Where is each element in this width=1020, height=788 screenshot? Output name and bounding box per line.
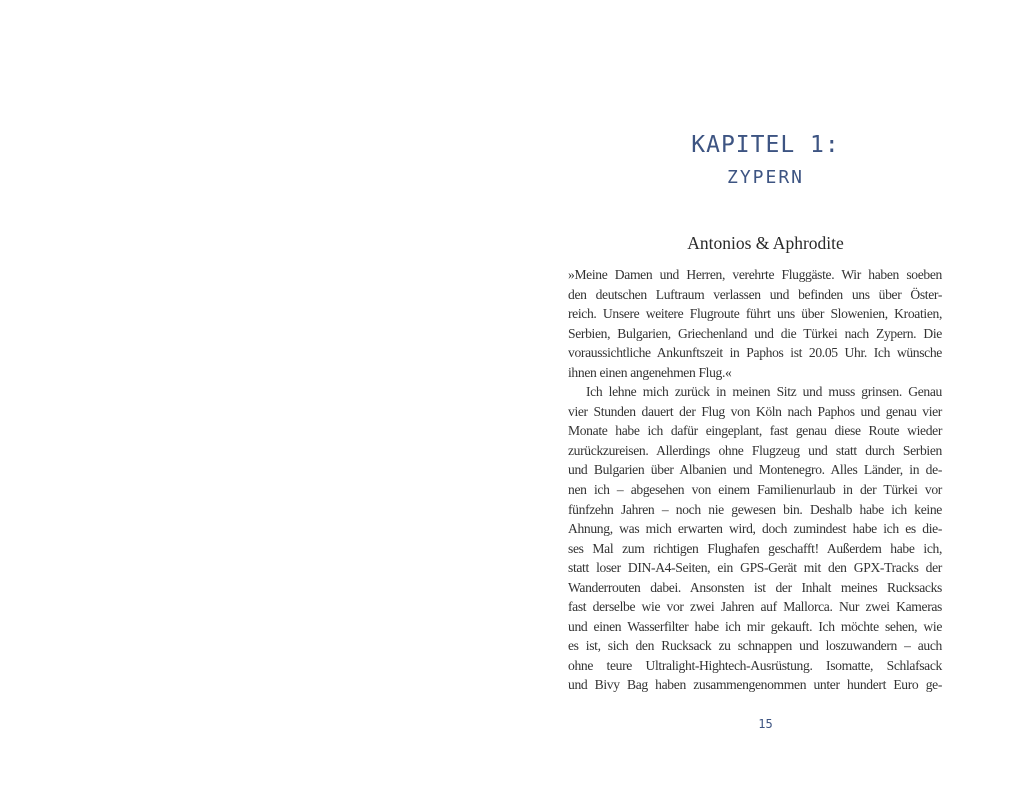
- right-page: [510, 0, 1020, 788]
- section-title: Antonios & Aphrodite: [687, 233, 844, 253]
- body-line: es ist, sich den Rucksack zu schnappen und loszuwandern – auch: [568, 638, 942, 654]
- page-number: 15: [758, 717, 773, 731]
- chapter-subtitle: ZYPERN: [726, 167, 805, 188]
- body-line: statt loser DIN-A4-Seiten, ein GPS-Gerät mit den GPX-Tracks der: [568, 560, 942, 576]
- chapter-heading: KAPITEL 1:: [691, 132, 840, 158]
- body-line: ses Mal zum richtigen Flughafen geschafft! Außerdem habe ich,: [568, 540, 942, 556]
- body-line: und Bivy Bag haben zusammengenommen unter hundert Euro ge-: [568, 677, 942, 693]
- body-line: und einen Wasserfilter habe ich mir gekauft. Ich möchte sehen, wie: [568, 618, 942, 634]
- body-line: voraussichtliche Ankunftszeit in Paphos ist 20.05 Uhr. Ich wünsche: [568, 345, 942, 361]
- body-line: den deutschen Luftraum verlassen und befinden uns über Öster-: [568, 286, 942, 302]
- body-line: und Bulgarien über Albanien und Montenegro. Alles Länder, in de-: [568, 462, 942, 478]
- body-line: vier Stunden dauert der Flug von Köln nach Paphos und genau vier: [568, 403, 942, 419]
- body-line: ohne teure Ultralight-Hightech-Ausrüstung. Isomatte, Schlafsack: [568, 657, 942, 673]
- body-line: Monate habe ich dafür eingeplant, fast genau diese Route wieder: [568, 423, 942, 439]
- body-line: nen ich – abgesehen von einem Familienurlaub in der Türkei vor: [568, 482, 942, 498]
- body-line: Ahnung, was mich erwarten wird, doch zumindest habe ich es die-: [568, 521, 942, 537]
- body-line: Ich lehne mich zurück in meinen Sitz und muss grinsen. Genau: [586, 384, 942, 400]
- body-line: zurückzureisen. Allerdings ohne Flugzeug und statt durch Serbien: [568, 442, 942, 458]
- body-line: ihnen einen angenehmen Flug.«: [568, 364, 732, 380]
- body-line: reich. Unsere weitere Flugroute führt uns über Slowenien, Kroatien,: [568, 306, 942, 322]
- body-line: Serbien, Bulgarien, Griechenland und die Türkei nach Zypern. Die: [568, 325, 942, 341]
- body-line: fünfzehn Jahren – noch nie gewesen bin. Deshalb habe ich keine: [568, 501, 942, 517]
- body-text: [568, 265, 942, 695]
- body-line: Wanderrouten dabei. Ansonsten ist der Inhalt meines Rucksacks: [568, 579, 942, 595]
- body-line: »Meine Damen und Herren, verehrte Fluggäste. Wir haben soeben: [568, 267, 942, 282]
- body-line: fast derselbe wie vor zwei Jahren auf Mallorca. Nur zwei Kameras: [568, 599, 942, 615]
